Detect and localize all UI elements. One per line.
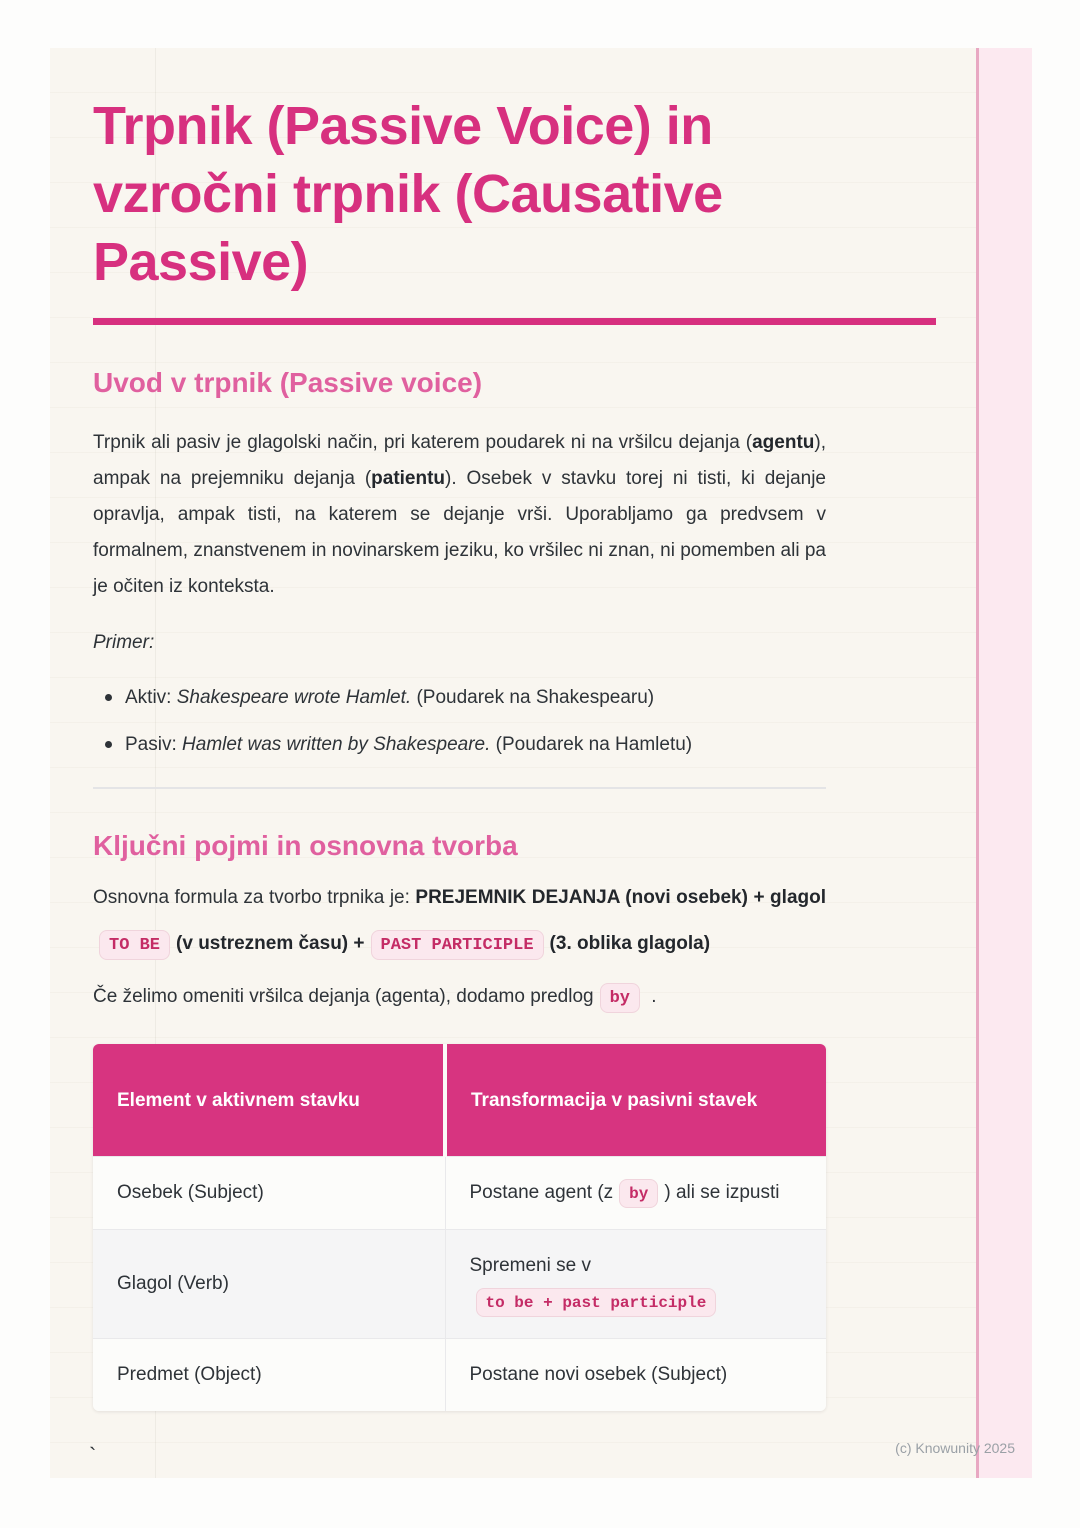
example-pasiv-note: (Poudarek na Hamletu) [490, 734, 693, 755]
table-header-row [93, 1044, 826, 1157]
transformation-table-wrap [93, 1044, 826, 1411]
formula-bold-third-form: (3. oblika glagola) [549, 933, 711, 954]
title-rule [93, 318, 936, 325]
intro-paragraph [93, 425, 826, 605]
cell-text-run: Postane agent (z [469, 1182, 614, 1203]
intro-text-run: Trpnik ali pasiv je glagolski način, pri katerem poudarek ni na vršilcu dejanja ( [93, 432, 753, 453]
cell-verb: Glagol (Verb) [93, 1230, 445, 1339]
code-chip-to-be: TO BE [99, 930, 170, 960]
formula-text-run: Osnovna formula za tvorbo trpnika je: [93, 887, 416, 908]
cell-object-transformation [445, 1339, 826, 1412]
page-content [89, 48, 938, 1468]
cell-text-run: Postane novi osebek (Subject) [469, 1364, 728, 1385]
cell-verb-transformation [445, 1230, 826, 1339]
list-item-pasiv [93, 727, 826, 763]
section-heading-intro: Uvod v trpnik (Passive voice) [93, 367, 483, 398]
page-title-line3: Passive) [93, 232, 309, 292]
code-chip-by: by [619, 1179, 658, 1208]
example-label: Primer: [93, 632, 155, 653]
formula-bold-tense: (v ustreznem času) + [176, 933, 365, 954]
document-page [50, 48, 1032, 1478]
table-row-subject [93, 1157, 826, 1230]
cell-subject: Osebek (Subject) [93, 1157, 445, 1230]
column-header-active-element: Element v aktivnem stavku [93, 1044, 445, 1157]
intro-text-run: ), ampak na prejemniku dejanja ( [93, 432, 826, 489]
example-pasiv-sentence: Hamlet was written by Shakespeare. [182, 734, 491, 755]
page-title-line1: Trpnik (Passive Voice) in [93, 96, 713, 156]
example-list [93, 680, 826, 763]
cell-text-run: Spremeni se v [469, 1255, 591, 1276]
stray-backtick: ` [89, 1443, 97, 1468]
cell-subject-transformation [445, 1157, 826, 1230]
intro-bold-patientu: patientu [371, 468, 446, 489]
table-header [93, 1044, 826, 1157]
bullet-icon [105, 741, 112, 748]
column-header-passive-transformation: Transformacija v pasivni stavek [445, 1044, 826, 1157]
list-item-aktiv [93, 680, 826, 716]
formula-paragraph [93, 875, 826, 967]
footer-credit: (c) Knowunity 2025 [895, 1440, 1015, 1456]
example-aktiv-lead: Aktiv: [125, 687, 177, 708]
transformation-table [93, 1044, 826, 1411]
cell-text-run: ) ali se izpusti [664, 1182, 780, 1203]
agent-note-paragraph [93, 977, 826, 1017]
example-aktiv-sentence: Shakespeare wrote Hamlet. [176, 687, 412, 708]
code-chip-by: by [600, 983, 640, 1013]
page-title-line2: vzročni trpnik (Causative [93, 164, 723, 224]
cell-object: Predmet (Object) [93, 1339, 445, 1412]
code-chip-to-be-past-participle: to be + past participle [476, 1288, 717, 1317]
agent-note-text: Če želimo omeniti vršilca dejanja (agenta), dodamo predlog [93, 986, 594, 1007]
bullet-icon [105, 694, 112, 701]
code-chip-past-participle: PAST PARTICIPLE [371, 930, 544, 960]
example-pasiv-lead: Pasiv: [125, 734, 183, 755]
table-row-verb [93, 1230, 826, 1339]
agent-note-period: . [646, 986, 657, 1007]
section-divider [93, 787, 826, 789]
right-accent-stripe [976, 48, 1032, 1478]
page-title [93, 92, 938, 296]
example-aktiv-note: (Poudarek na Shakespearu) [411, 687, 655, 708]
table-row-object [93, 1339, 826, 1412]
intro-text-run: ). Osebek v stavku torej ni tisti, ki dejanje opravlja, ampak tisti, na katerem se dejanje vrši. Uporabljamo ga predvsem v formalnem, znanstvenem in novinarskem jeziku, ko vršilec ni znan, ni pomemben ali pa je očiten iz konteksta. [93, 468, 826, 597]
formula-bold-receiver: PREJEMNIK DEJANJA (novi osebek) + glagol [415, 887, 827, 908]
intro-bold-agentu: agentu [752, 432, 815, 453]
section-heading-formation: Ključni pojmi in osnovna tvorba [93, 830, 518, 861]
